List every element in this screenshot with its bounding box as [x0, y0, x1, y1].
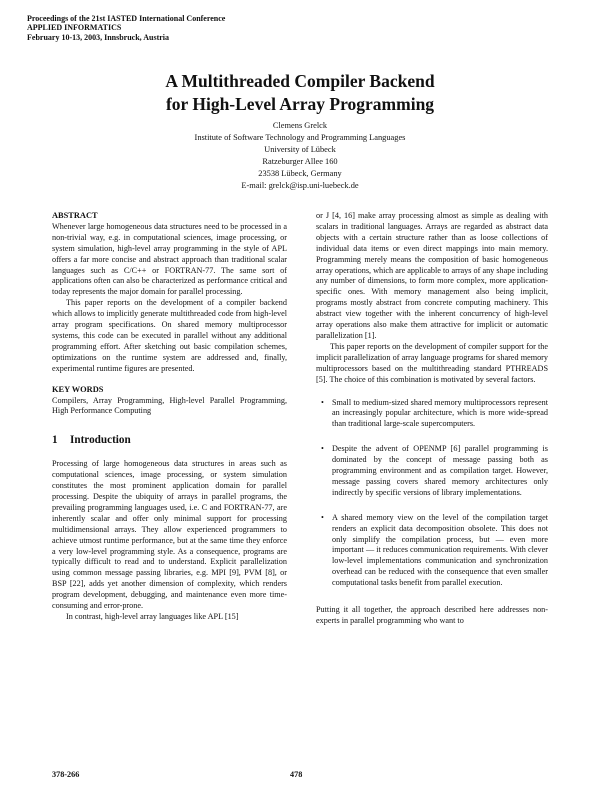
abstract-heading: ABSTRACT: [52, 211, 98, 220]
title-line-2: for High-Level Array Programming: [165, 94, 435, 114]
footer-code: 378-266: [52, 770, 80, 779]
paper-title: [0, 70, 600, 116]
right-column: [316, 211, 548, 627]
page-number: 478: [290, 770, 303, 779]
intro-paragraph-2: In contrast, high-level array languages like APL [15]: [66, 612, 239, 621]
proceedings-line-2: APPLIED INFORMATICS: [27, 23, 122, 33]
section-heading-introduction: [52, 433, 287, 447]
abstract-paragraph-1: Whenever large homogeneous data structures need to be processed in a non-trivial way, e.g. in computational sciences, image processing, or system simulation, high-level array programming in the style of APL offers a far more concise and abstract approach than traditional scalar languages such as C/C++ or FORTRAN-77. The same sort of applications often can also be characterized as performance critical and today represents the major domain for parallel processing.: [52, 221, 287, 297]
bullet-icon: •: [321, 512, 324, 522]
bullet-icon: •: [321, 397, 324, 407]
right-paragraph-2: This paper reports on the development of compiler support for the implicit parallelization of array language programs for shared memory multiprocessors based on the multithreading standard PTHREADS [5]. The choice of this combination is motivated by several factors.: [316, 341, 548, 384]
section-title: Introduction: [70, 434, 131, 447]
left-column: [52, 211, 287, 623]
keywords-text: Compilers, Array Programming, High-level Parallel Programming, High Performance Computing: [52, 395, 287, 416]
proceedings-line-1: Proceedings of the 21st IASTED International Conference: [27, 14, 226, 23]
bullet-list: [316, 398, 548, 590]
author-block: [0, 120, 600, 193]
right-paragraph-3: Putting it all together, the approach described here addresses non-experts in parallel programming who want to: [316, 605, 548, 625]
author-street: Ratzeburger Allee 160: [262, 157, 338, 167]
abstract-paragraph-2: This paper reports on the development of a compiler backend which allows to implicitly generate multithreaded code from high-level array program specifications. On shared memory multiprocessor systems, this code can be executed in parallel without any additional programming effort. After sketching out basic compilation schemes, optimizations on the runtime system are addressed and, finally, experimental runtime figures are presented.: [52, 298, 287, 373]
author-name: Clemens Grelck: [272, 121, 328, 130]
author-university: University of Lübeck: [264, 145, 336, 155]
proceedings-line-3: February 10-13, 2003, Innsbruck, Austria: [27, 32, 170, 42]
bullet-text: Despite the advent of OPENMP [6] parallel programming is dominated by the concept of message passing both as programming environment and as compilation target. However, message passing covers shared memory architectures only indirectly by specific versions of library implementations.: [332, 444, 548, 497]
proceedings-header: [27, 14, 225, 42]
list-item: [316, 444, 548, 499]
intro-paragraph-1: Processing of large homogeneous data structures in areas such as computational sciences, image processing, or system simulation constitutes the most prominent application domain for parallel processing. Despite the ubiquity of arrays in parallel programs, the prevailing programming languages used, i.e. C and FORTRAN-77, are inherently scalar and offer only minimal support for processing multidimensional arrays. They allow experienced programmers to achieve utmost runtime performance, but at the same time they enforce a very low-level programming style. As a consequence, programs are typically difficult to read and to understand. Explicit parallelization using common message passing libraries, e.g. MPI [9], PVM [8], or BSP [22], adds yet another dimension of complexity, which renders program development, debugging, and maintenance even more time-consuming and error-prone.: [52, 459, 287, 611]
author-email[interactable]: E-mail: grelck@isp.uni-luebeck.de: [241, 181, 359, 191]
bullet-text: A shared memory view on the level of the compilation target renders an explicit data decomposition obsolete. This does not only simplify the compilation process, but — even more important — it reduces communication requirements. With clever low-level implementations communication and synchronization overhead can be reduced with the consequence that even smaller computational tasks benefit from parallel execution.: [332, 512, 548, 588]
list-item: [316, 513, 548, 589]
bullet-text: Small to medium-sized shared memory multiprocessors represent an increasingly popular architecture, which is more wide-spread than traditional large-scale supercomputers.: [332, 397, 548, 429]
title-line-1: A Multithreaded Compiler Backend: [165, 71, 435, 91]
section-number: 1: [52, 434, 58, 447]
author-city: 23538 Lübeck, Germany: [258, 169, 342, 179]
author-institute: Institute of Software Technology and Programming Languages: [194, 133, 406, 143]
list-item: [316, 398, 548, 431]
keywords-heading: KEY WORDS: [52, 384, 104, 394]
bullet-icon: •: [321, 444, 324, 454]
right-paragraph-1: or J [4, 16] make array processing almost as simple as dealing with scalars in traditional languages. Arrays are regarded as abstract data objects with a certain structure rather than as loose collections of individual data items or even direct mappings into main memory. Programming merely means the composition of basic homogeneous array operations, which are applicable to arrays of any shape including any number of dimensions, to form more complex, more application-specific ones. With memory management also being implicit, programs mostly abstract from concrete computing machinery. This abstract view together with the inherent concurrency of high-level array operations also make them attractive for implicit or automatic parallelization [1].: [316, 211, 548, 340]
